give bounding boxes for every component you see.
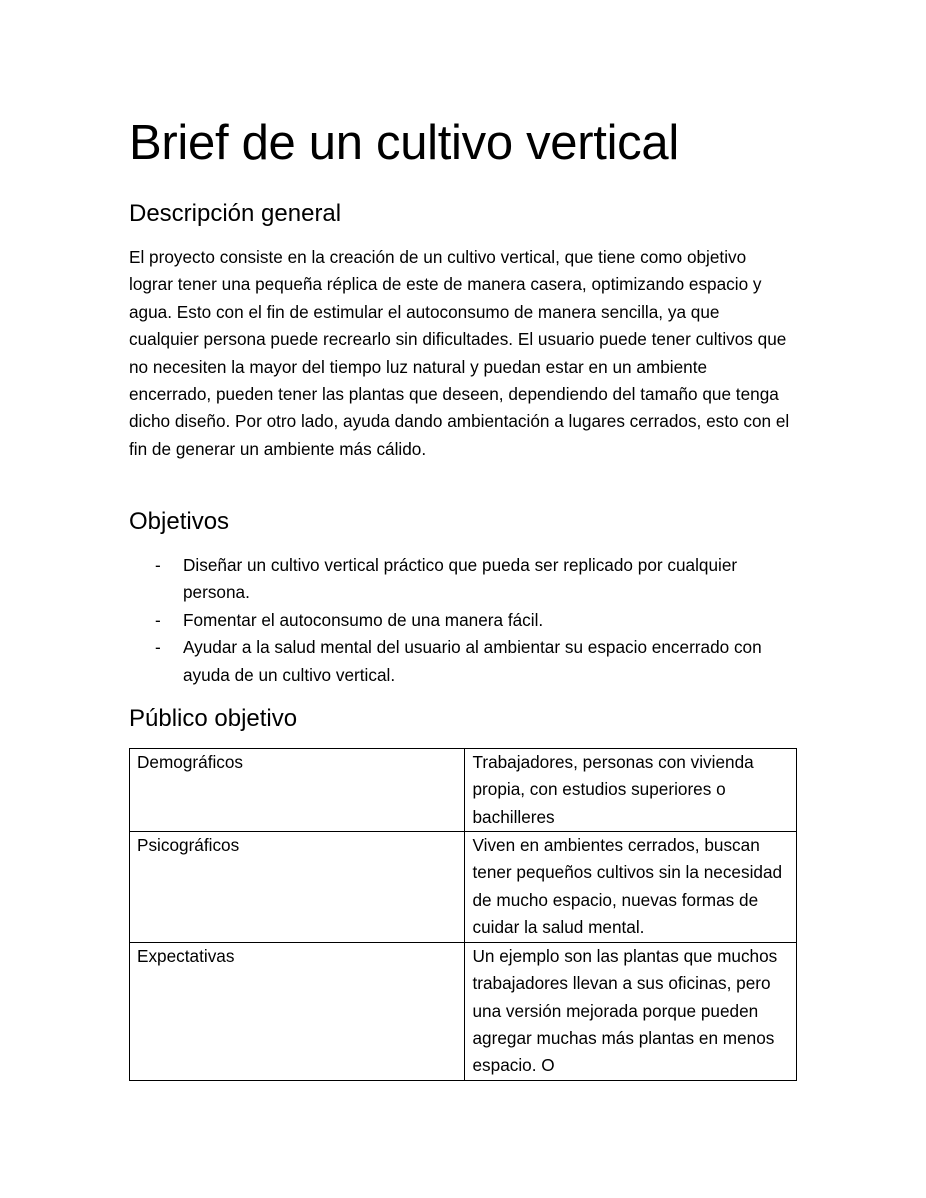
publico-objetivo-table (129, 748, 797, 1081)
table-row (130, 943, 797, 1081)
table-cell-value: Viven en ambientes cerrados, buscan tener pequeños cultivos sin la necesidad de mucho espacio, nuevas formas de cuidar la salud mental. (465, 832, 797, 943)
bullet-dash: - (155, 637, 161, 658)
table-row (130, 749, 797, 832)
section-heading-descripcion: Descripción general (129, 200, 342, 227)
list-item (129, 552, 797, 607)
table-cell-label: Psicográficos (130, 832, 465, 943)
table-cell-label: Expectativas (130, 943, 465, 1081)
table-cell-value: Trabajadores, personas con vivienda propia, con estudios superiores o bachilleres (465, 749, 797, 832)
descripcion-paragraph: El proyecto consiste en la creación de un cultivo vertical, que tiene como objetivo lograr tener una pequeña réplica de este de manera casera, optimizando espacio y agua. Esto con el fin de estimular el autoconsumo de manera sencilla, ya que cualquier persona puede recrearlo sin dificultades. El usuario puede tener cultivos que no necesiten la mayor del tiempo luz natural y puedan estar en un ambiente encerrado, pueden tener las plantas que deseen, dependiendo del tamaño que tenga dicho diseño. Por otro lado, ayuda dando ambientación a lugares cerrados, esto con el fin de generar un ambiente más cálido. (129, 247, 790, 459)
objetivos-list (129, 552, 797, 689)
table-row (130, 832, 797, 943)
list-item (129, 634, 797, 689)
list-item-text: Ayudar a la salud mental del usuario al ambientar su espacio encerrado con ayuda de un cultivo vertical. (183, 637, 762, 685)
section-heading-objetivos: Objetivos (129, 508, 230, 535)
bullet-dash: - (155, 555, 161, 575)
list-item (129, 607, 797, 634)
section-heading-publico: Público objetivo (129, 705, 298, 732)
table-cell-value: Un ejemplo son las plantas que muchos trabajadores llevan a sus oficinas, pero una versión mejorada porque pueden agregar muchas más plantas en menos espacio. O (465, 943, 797, 1081)
document-title: Brief de un cultivo vertical (129, 116, 679, 170)
table-cell-label: Demográficos (130, 749, 465, 832)
bullet-dash: - (155, 609, 161, 630)
list-item-text: Fomentar el autoconsumo de una manera fácil. (183, 609, 544, 630)
list-item-text: Diseñar un cultivo vertical práctico que pueda ser replicado por cualquier persona. (183, 555, 738, 603)
